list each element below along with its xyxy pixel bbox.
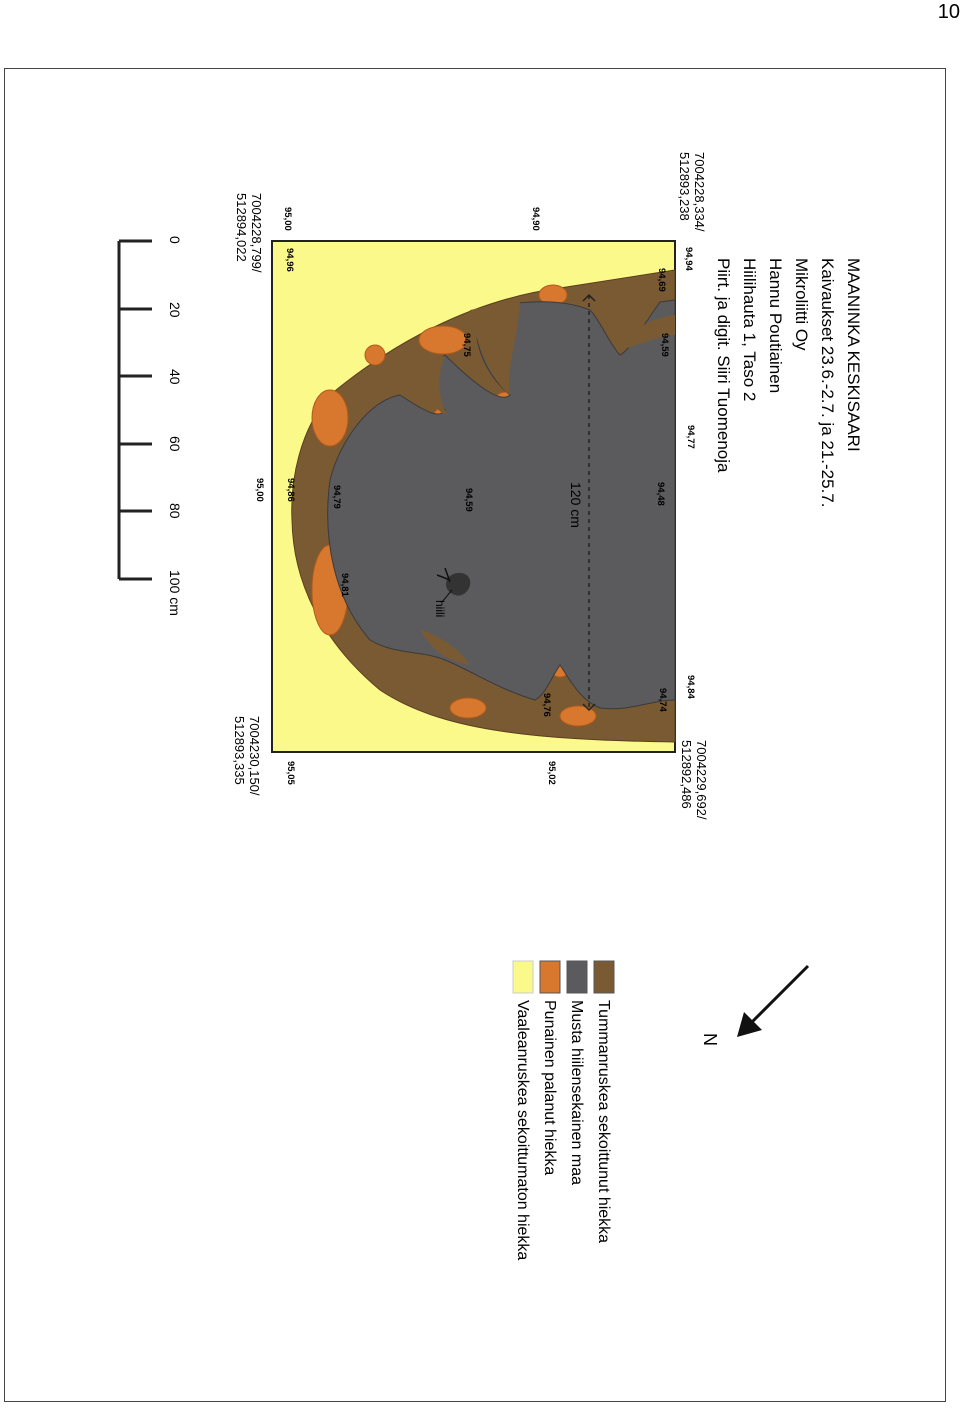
elevation-label: 94,79 <box>331 485 342 509</box>
scale-tick-label: 80 <box>167 503 183 519</box>
legend-label-unmixed-sand: Vaaleanruskea sekoittumaton hiekka <box>514 1000 531 1261</box>
title-line: Hannu Poutiainen <box>766 258 785 394</box>
scale-tick-label: 100 cm <box>167 570 183 616</box>
legend-swatch-mixed-sand <box>594 961 614 993</box>
elevation-label: 94,90 <box>530 207 541 231</box>
corner-coord-bottom-left: 7004228,799/ 512894,022 <box>234 193 264 273</box>
elevation-label: 94,96 <box>284 248 295 272</box>
title-block <box>710 258 866 508</box>
elevation-label: 95,05 <box>285 761 296 785</box>
elevation-label: 94,48 <box>655 482 666 506</box>
scale-tick-label: 20 <box>167 302 183 318</box>
title-line: MAANINKA KESKISAARI <box>844 258 863 452</box>
title-line: Hiilihauta 1, Taso 2 <box>740 258 759 402</box>
page-number: 10 <box>937 1 960 23</box>
elevation-label: 94,59 <box>659 333 670 357</box>
corner-coord-bottom-right: 7004230,150/ 512893,335 <box>232 716 262 796</box>
north-label: N <box>700 1033 720 1046</box>
scale-tick-label: 0 <box>167 236 183 244</box>
elevation-label: 94,69 <box>656 268 667 292</box>
elevation-label: 94,84 <box>685 675 696 699</box>
elevation-label: 95,00 <box>254 478 265 502</box>
corner-coord-top-right: 7004229,692/ 512892,486 <box>679 740 709 820</box>
elevation-label: 94,94 <box>683 247 694 271</box>
elevation-label: 95,00 <box>282 207 293 231</box>
measure-label: 120 cm <box>568 482 584 528</box>
elevation-label: 94,76 <box>541 693 552 717</box>
elevation-label: 94,75 <box>461 333 472 357</box>
legend-swatch-charcoal-earth <box>567 961 587 993</box>
corner-coord-top-left: 7004228,334/ 512893,238 <box>677 152 707 232</box>
elevation-label: 94,77 <box>685 425 696 449</box>
legend-swatch-unmixed-sand <box>513 961 533 993</box>
north-arrow-icon <box>737 966 808 1037</box>
legend-swatch-burnt-sand <box>540 961 560 993</box>
elevation-label: 95,02 <box>546 761 557 785</box>
scale-bar <box>119 241 152 579</box>
scale-tick-label: 60 <box>167 436 183 452</box>
legend-label-burnt-sand: Punainen palanut hiekka <box>541 1000 558 1176</box>
title-line: Kaivaukset 23.6.-2.7. ja 21.-25.7. <box>818 258 837 508</box>
title-line: Mikroliitti Oy <box>792 258 811 351</box>
scale-tick-label: 40 <box>167 369 183 385</box>
elevation-label: 94,74 <box>657 688 668 712</box>
legend-label-mixed-sand: Tummanruskea sekoittunut hiekka <box>595 1000 612 1244</box>
elevation-label: 94,81 <box>339 573 350 597</box>
elevation-label: 94,86 <box>285 478 296 502</box>
title-line: Piirt. ja digit. Siiri Tuomenoja <box>714 258 733 473</box>
find-label: hiili <box>433 600 447 618</box>
legend-label-charcoal-earth: Musta hiilensekainen maa <box>568 1000 585 1185</box>
elevation-label: 94,59 <box>463 488 474 512</box>
